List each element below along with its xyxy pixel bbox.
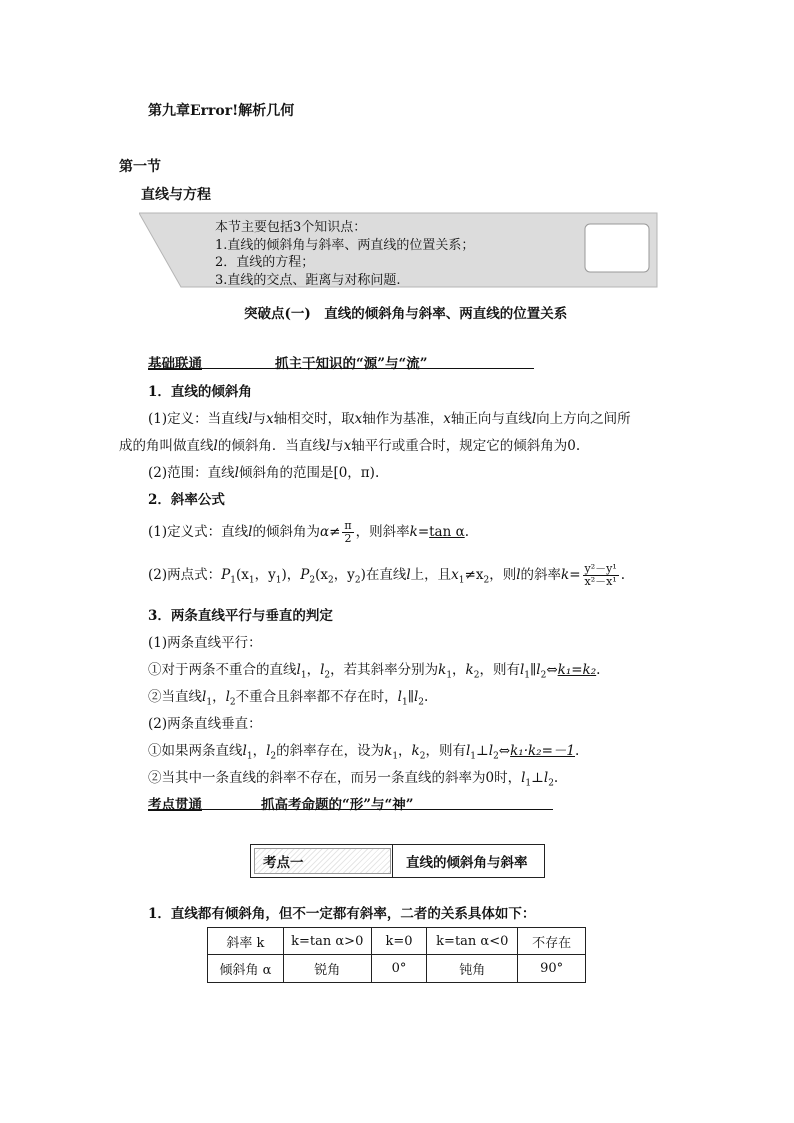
text: 与: [252, 411, 266, 427]
p1-definition-line2: [119, 434, 580, 454]
text: ，: [306, 662, 321, 678]
subscript: 1: [206, 697, 213, 708]
var-l: l: [213, 438, 218, 454]
var-l: l: [516, 567, 521, 583]
pi-over-two-fraction: [342, 520, 353, 545]
table-cell: 斜率 k: [208, 928, 284, 955]
table-row: [208, 928, 586, 955]
text: 的倾斜角为: [252, 524, 320, 540]
var-l: l: [488, 743, 494, 759]
intro-line-4: 3.直线的交点、距离与对称问题.: [215, 272, 401, 288]
text: .: [596, 662, 601, 678]
subscript: 2: [540, 670, 547, 681]
var-l: l: [325, 438, 331, 454]
table-cell: 0°: [371, 955, 427, 983]
p3-perpendicular: (2)两条直线垂直：: [148, 716, 262, 732]
text: (1)定义式：直线: [148, 524, 249, 540]
slope-angle-table: [207, 927, 586, 983]
var-l: l: [413, 689, 419, 705]
text: .: [464, 524, 469, 540]
subscript: 2: [324, 670, 331, 681]
text: .: [424, 689, 429, 705]
slope-fraction: [583, 563, 619, 588]
subscript: 2: [229, 697, 236, 708]
subscript: 1: [525, 778, 532, 789]
text: )在直线: [360, 567, 407, 583]
subscript: 1: [524, 670, 531, 681]
p1-heading: 1．直线的倾斜角: [148, 384, 252, 400]
perp-answer: k₁·k₂=－1: [510, 743, 575, 759]
var-l: l: [242, 743, 247, 759]
perp-symbol: ⊥: [531, 770, 544, 786]
var-l: l: [397, 689, 402, 705]
var-l: l: [531, 411, 537, 427]
p3-perp-rule1: [148, 739, 579, 762]
parallel-symbol: ∥: [530, 662, 537, 678]
var-l: l: [536, 662, 541, 678]
var-alpha: α: [319, 524, 330, 540]
var-k: k: [384, 743, 393, 759]
subscript: 2: [483, 575, 490, 586]
tan-alpha-answer: tan α: [429, 524, 465, 540]
table-cell: 钝角: [427, 955, 518, 983]
var-l: l: [543, 770, 549, 786]
var-l: l: [248, 524, 253, 540]
item-1: 1．直线都有倾斜角，但不一定都有斜率，二者的关系具体如下：: [148, 906, 536, 922]
kaodian-label: 考点一: [263, 855, 304, 871]
subscript: 1: [246, 751, 253, 762]
subscript: 1: [230, 575, 236, 586]
intro-box: [215, 219, 474, 289]
kaodian-box: [250, 844, 545, 878]
p2-heading: 2．斜率公式: [148, 492, 225, 508]
basics-header-rule: [148, 368, 534, 369]
text: ①如果两条直线: [148, 743, 243, 759]
text: 轴正向与直线: [450, 411, 532, 427]
subscript: 2: [418, 697, 424, 708]
var-l: l: [234, 465, 239, 481]
section-number: 第一节: [119, 159, 161, 175]
neq-symbol: ≠: [329, 524, 341, 540]
p2-two-point-formula: [148, 558, 625, 598]
basics-header-left: 基础联通: [148, 356, 202, 372]
var-k: k: [438, 662, 447, 678]
table-cell: 90°: [518, 955, 586, 983]
subscript: 1: [446, 670, 453, 681]
text: ，: [398, 743, 412, 759]
chapter-title: 第九章Error!解析几何: [148, 103, 295, 119]
text: ≠x: [464, 567, 484, 583]
subscript: 1: [392, 751, 399, 762]
p3-parallel-rule1: [148, 658, 600, 681]
subscript: 2: [473, 670, 480, 681]
text: 轴平行或重合时，规定它的倾斜角为0.: [351, 438, 581, 454]
text: ，: [212, 689, 226, 705]
text: ，若其斜率分别为: [330, 662, 439, 678]
equals-symbol: =: [417, 524, 430, 540]
parallel-answer: k₁=k₂: [557, 662, 597, 678]
subscript: 1: [401, 697, 408, 708]
text: ，: [452, 662, 466, 678]
subscript: 1: [248, 575, 255, 586]
text: 的倾斜角．当直线: [217, 438, 326, 454]
var-x: x: [354, 411, 363, 427]
text: ②当直线: [148, 689, 202, 705]
text: 轴作为基准，: [362, 411, 444, 427]
p3-perp-rule2: [148, 766, 558, 789]
p3-parallel: (1)两条直线平行：: [148, 635, 262, 651]
basics-header-right: 抓主干知识的“源”与“流”: [275, 356, 428, 372]
text: (x: [315, 567, 328, 583]
table-cell: 倾斜角 α: [208, 955, 284, 983]
kaodian-divider: [392, 845, 393, 877]
intro-line-2: 1.直线的倾斜角与斜率、两直线的位置关系；: [215, 237, 475, 253]
exam-header-left: 考点贯通: [148, 797, 202, 813]
text: ，则有: [479, 662, 520, 678]
var-l: l: [266, 743, 271, 759]
text: )，: [281, 567, 301, 583]
var-k: k: [409, 524, 418, 540]
var-x: x: [451, 567, 459, 583]
table-cell: k=tan α>0: [283, 928, 371, 955]
text: 与: [330, 438, 344, 454]
p1-range: [148, 461, 379, 481]
text: ，则: [489, 567, 517, 583]
var-k: k: [411, 743, 420, 759]
text: ，y: [333, 567, 355, 583]
var-l: l: [320, 662, 325, 678]
text: 倾斜角的范围是[0，π).: [238, 465, 380, 481]
var-x: x: [443, 411, 451, 427]
text: .: [553, 770, 559, 786]
exam-header-rule: [148, 809, 553, 810]
iff-symbol: ⇔: [546, 662, 558, 678]
var-x: x: [265, 411, 274, 427]
numerator: y²－y¹: [584, 562, 617, 575]
table-cell: k=tan α<0: [427, 928, 518, 955]
text: 上，且: [410, 567, 452, 583]
text: (2)范围：直线: [148, 465, 235, 481]
denominator: 2: [344, 532, 352, 545]
text: ②当其中一条直线的斜率不存在，而另一条直线的斜率为0时，: [148, 770, 522, 786]
text: 向上方向之间所: [536, 411, 631, 427]
subscript: 1: [458, 575, 465, 586]
subscript: 1: [470, 751, 477, 762]
text: 成的角叫做直线: [119, 438, 214, 454]
numerator: π: [344, 519, 352, 532]
var-P: P: [221, 567, 231, 583]
var-k: k: [561, 567, 570, 583]
var-l: l: [521, 770, 526, 786]
text: (1)定义：当直线: [148, 411, 249, 427]
parallel-symbol: ∥: [407, 689, 414, 705]
exam-header-right: 抓高考命题的“形”与“神”: [261, 797, 414, 813]
subscript: 2: [548, 778, 554, 789]
table-cell: 锐角: [283, 955, 371, 983]
p3-parallel-rule2: [148, 685, 428, 708]
var-l: l: [519, 662, 525, 678]
subscript: 1: [300, 670, 307, 681]
subsection-title: 突破点(一) 直线的倾斜角与斜率、两直线的位置关系: [244, 306, 568, 322]
var-l: l: [465, 743, 471, 759]
var-P: P: [300, 567, 310, 583]
denominator: x²－x¹: [584, 575, 617, 588]
p2-definition: [148, 516, 469, 548]
perp-symbol: ⊥: [476, 743, 489, 759]
var-l: l: [225, 689, 230, 705]
text: ，y: [254, 567, 276, 583]
table-cell: 不存在: [518, 928, 586, 955]
subscript: 2: [493, 751, 499, 762]
subscript: 2: [270, 751, 277, 762]
iff-symbol: ⇔: [498, 743, 511, 759]
text: (2)两点式：: [148, 567, 222, 583]
text: 不重合且斜率都不存在时，: [235, 689, 398, 705]
subscript: 1: [275, 575, 282, 586]
equals-symbol: =: [569, 567, 581, 583]
intro-line-3: 2．直线的方程；: [215, 255, 315, 270]
var-x: x: [343, 438, 352, 454]
var-k: k: [465, 662, 474, 678]
subscript: 2: [419, 751, 426, 762]
p3-heading: 3．两条直线平行与垂直的判定: [148, 608, 333, 624]
section-title: 直线与方程: [141, 187, 211, 203]
text: (x: [235, 567, 249, 583]
text: ，则斜率: [355, 524, 410, 540]
text: 的斜率存在，设为: [276, 743, 385, 759]
subscript: 2: [327, 575, 334, 586]
text: 轴相交时，取: [273, 411, 355, 427]
intro-line-1: 本节主要包括3个知识点：: [215, 220, 367, 235]
text: ①对于两条不重合的直线: [148, 662, 297, 678]
text: .: [575, 743, 580, 759]
subscript: 2: [354, 575, 361, 586]
table-cell: k=0: [371, 928, 427, 955]
text: ，: [252, 743, 267, 759]
var-l: l: [248, 411, 253, 427]
var-l: l: [296, 662, 301, 678]
var-l: l: [202, 689, 207, 705]
var-l: l: [406, 567, 411, 583]
subscript: 2: [309, 575, 316, 586]
text: .: [620, 567, 626, 583]
kaodian-title: 直线的倾斜角与斜率: [406, 855, 528, 871]
text: 的斜率: [520, 567, 562, 583]
table-row: [208, 955, 586, 983]
p1-definition-line1: [148, 407, 631, 427]
text: ，则有: [425, 743, 466, 759]
